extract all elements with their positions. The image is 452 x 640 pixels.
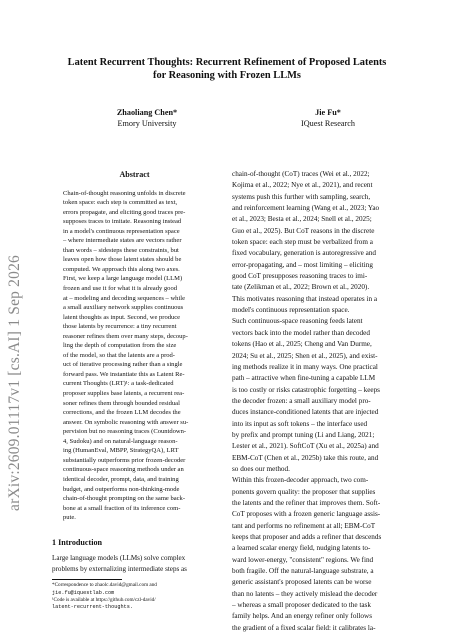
abstract-line: soner refines them through bounded residual: [63, 399, 180, 407]
body-line: 2024; Su et al., 2025; Shen et al., 2025), and exist-: [232, 351, 378, 360]
abstract-line: identical decoder, prompt, data, and training: [63, 475, 179, 483]
body-line: into its input as soft tokens – the interface used: [232, 419, 368, 428]
body-line: Such continuous-space reasoning feeds latent: [232, 317, 363, 326]
abstract-line: budget, and outperforms non-thinking-mode: [63, 485, 180, 493]
abstract-text: [52, 189, 217, 523]
abstract-line: – where intermediate states are vectors rather: [63, 237, 182, 245]
author-name: Zhaoliang Chen*: [116, 108, 178, 117]
abstract-line: substantially outperforms prior frozen-decoder: [63, 456, 186, 464]
abstract-line: 4, Sudoku) and on natural-language reason-: [63, 437, 178, 445]
title-line: Latent Recurrent Thoughts: Recurrent Refinement of Proposed Latents: [67, 57, 387, 68]
body-line: ponents govern quality: the proposer that supplies: [232, 487, 376, 496]
abstract-line: pute.: [63, 514, 76, 522]
body-line: family helps. And an energy refiner only follows: [232, 612, 372, 621]
abstract-line: errors propagate, and eliciting good traces pre-: [63, 208, 186, 216]
abstract-line: ing (HumanEval, MBPP, StrategyQA), LRT: [63, 447, 179, 455]
body-line: the latents and the refiner that improves them. Soft-: [232, 498, 381, 507]
right-column: [232, 169, 418, 634]
body-line: model's continuous representation space.: [232, 306, 350, 315]
abstract-line: chain-of-thought prompting on the same back-: [63, 495, 185, 503]
footnote-line: ¹Code is available at https://github.com/czl-david/: [52, 596, 156, 603]
body-line: – whereas a small proposer dedicated to the task: [232, 601, 371, 610]
footnote-rule: [52, 579, 122, 580]
abstract-line: frozen and use it for what it is already good: [63, 285, 177, 293]
left-column: [52, 170, 217, 611]
abstract-line: First, we keep a large language model (LLM): [63, 275, 183, 283]
body-line: ing methods realize it in many ways. One practical: [232, 362, 378, 371]
abstract-heading: Abstract: [119, 170, 150, 179]
footnote-line: *Correspondence to zhaolc.david@gmail.com and: [52, 582, 157, 589]
body-line: than no latents – they actively mislead the decoder: [232, 589, 378, 598]
body-line: a learned scalar energy field, nudging latents to-: [232, 544, 371, 553]
body-line: Within this frozen-decoder approach, two com-: [232, 476, 369, 485]
arxiv-stamp: [2, 185, 28, 580]
body-line: fixed vocabulary, generation is autoregressive and: [232, 249, 377, 258]
paper-title: [40, 57, 414, 82]
body-line: CoT proposes with a frozen generic language assis-: [232, 510, 381, 519]
body-line: tate (Zelikman et al., 2022; Brown et al., 2020).: [232, 283, 370, 292]
abstract-line: reasoner refines them over many steps, decoup-: [63, 332, 188, 340]
body-line: problems by externalizing intermediate steps as: [52, 564, 187, 573]
abstract-line: of the model, so that the latents are a prod-: [63, 351, 175, 359]
body-line: by prefix and prompt tuning (Li and Liang, 2021;: [232, 430, 375, 439]
footnote-line: latent-recurrent-thoughts.: [52, 604, 133, 611]
body-line: the decoder frozen: a small auxiliary model pro-: [232, 396, 371, 405]
author-block: [253, 107, 403, 129]
abstract-line: proposer supplies base latents, a recurrent rea-: [63, 390, 185, 398]
abstract-line: token space: each step is committed as text,: [63, 199, 178, 207]
footnote-line: jie.fu@iquestlab.com: [52, 589, 115, 596]
introduction-text: [52, 553, 217, 574]
body-line: Kojima et al., 2022; Nye et al., 2021), and recent: [232, 181, 373, 190]
body-line: both fragile. Off the natural-language substrate, a: [232, 567, 374, 576]
body-line: keeps that proposer and adds a refiner that descends: [232, 533, 382, 541]
body-line: systems push this further with sampling, search,: [232, 192, 371, 201]
body-line: and reinforcement learning (Wang et al., 2023; Yao: [232, 204, 380, 213]
body-line: so does our method.: [232, 464, 290, 473]
body-line: Large language models (LLMs) solve complex: [52, 554, 186, 563]
author-name: Jie Fu*: [315, 108, 341, 117]
body-line: token space: each step must be verbalized from a: [232, 238, 373, 247]
arxiv-id: arXiv:2609.01117v1 [cs.AI] 1 Sep 2026: [6, 254, 23, 511]
abstract-line: answer. On symbolic reasoning with answer su-: [63, 418, 189, 426]
abstract-line: in a model's continuous representation space: [63, 227, 180, 235]
body-line: et al., 2023; Besta et al., 2024; Snell et al., 2025;: [232, 215, 372, 224]
body-line: chain-of-thought (CoT) traces (Wei et al., 2022;: [232, 170, 370, 178]
abstract-line: continuous-space reasoning methods under an: [63, 466, 184, 474]
abstract-line: a small auxiliary network supplies continuous: [63, 304, 184, 312]
abstract-line: pervision but no reasoning traces (Countdown-: [63, 428, 187, 436]
title-line: for Reasoning with Frozen LLMs: [153, 69, 301, 81]
abstract-line: bone at a small fraction of its inference com-: [63, 504, 181, 512]
abstract-line: uct of iterative processing rather than a single: [63, 361, 183, 369]
body-line: Guo et al., 2025). But CoT reasons in the discrete: [232, 226, 375, 235]
body-line: the gradient of a fixed scalar field: it calibrates la-: [232, 623, 376, 632]
abstract-line: supposes traces to imitate. Reasoning instead: [63, 218, 182, 226]
abstract-line: than words – sidesteps these constraints, but: [63, 246, 179, 254]
body-line: generic assistant's proposed latents can be worse: [232, 578, 372, 587]
abstract-line: ling the depth of computation from the size: [63, 342, 177, 350]
body-line: error-propagating, and – most limiting – eliciting: [232, 260, 373, 269]
abstract-line: forward pass. We instantiate this as Latent Re-: [63, 370, 185, 378]
body-line: is too costly or risks catastrophic forgetting – keeps: [232, 385, 380, 394]
abstract-line: those latents by recurrence: a tiny recurrent: [63, 323, 177, 331]
body-line: This motivates reasoning that instead operates in a: [232, 294, 378, 303]
author-affiliation: IQuest Research: [301, 119, 355, 128]
body-line: EBM-CoT (Chen et al., 2025b) take this route, and: [232, 453, 379, 462]
abstract-line: at – modeling and decoding sequences – while: [63, 294, 185, 302]
abstract-line: corrections, and the frozen LLM decodes the: [63, 409, 181, 417]
body-line: path – attractive when fine-tuning a capable LLM: [232, 374, 376, 383]
body-line: tokens (Hao et al., 2025; Cheng and Van Durme,: [232, 340, 372, 349]
footnotes: [52, 582, 217, 611]
abstract-line: latent thoughts as input. Second, we produce: [63, 313, 181, 321]
body-line: duces instance-conditioned latents that are injected: [232, 408, 379, 417]
author-affiliation: Emory University: [117, 119, 177, 128]
section-heading-introduction: 1 Introduction: [52, 537, 102, 547]
body-line: good CoT presupposes reasoning traces to imi-: [232, 272, 368, 281]
body-line: ward lower-energy, "consistent" regions. We find: [232, 555, 374, 564]
body-line: tant and performs no refinement at all; EBM-CoT: [232, 521, 376, 530]
abstract-line: computed. We approach this along two axes.: [63, 265, 180, 273]
author-block: [72, 107, 222, 129]
abstract-line: current Thoughts (LRT)¹: a task-dedicated: [63, 380, 174, 388]
abstract-line: leaves open how those latent states should be: [63, 256, 182, 264]
abstract-line: Chain-of-thought reasoning unfolds in discrete: [63, 189, 186, 197]
body-line: Lester et al., 2021). SoftCoT (Xu et al., 2025a) and: [232, 442, 379, 451]
body-line: vectors back into the model rather than decoded: [232, 328, 370, 337]
